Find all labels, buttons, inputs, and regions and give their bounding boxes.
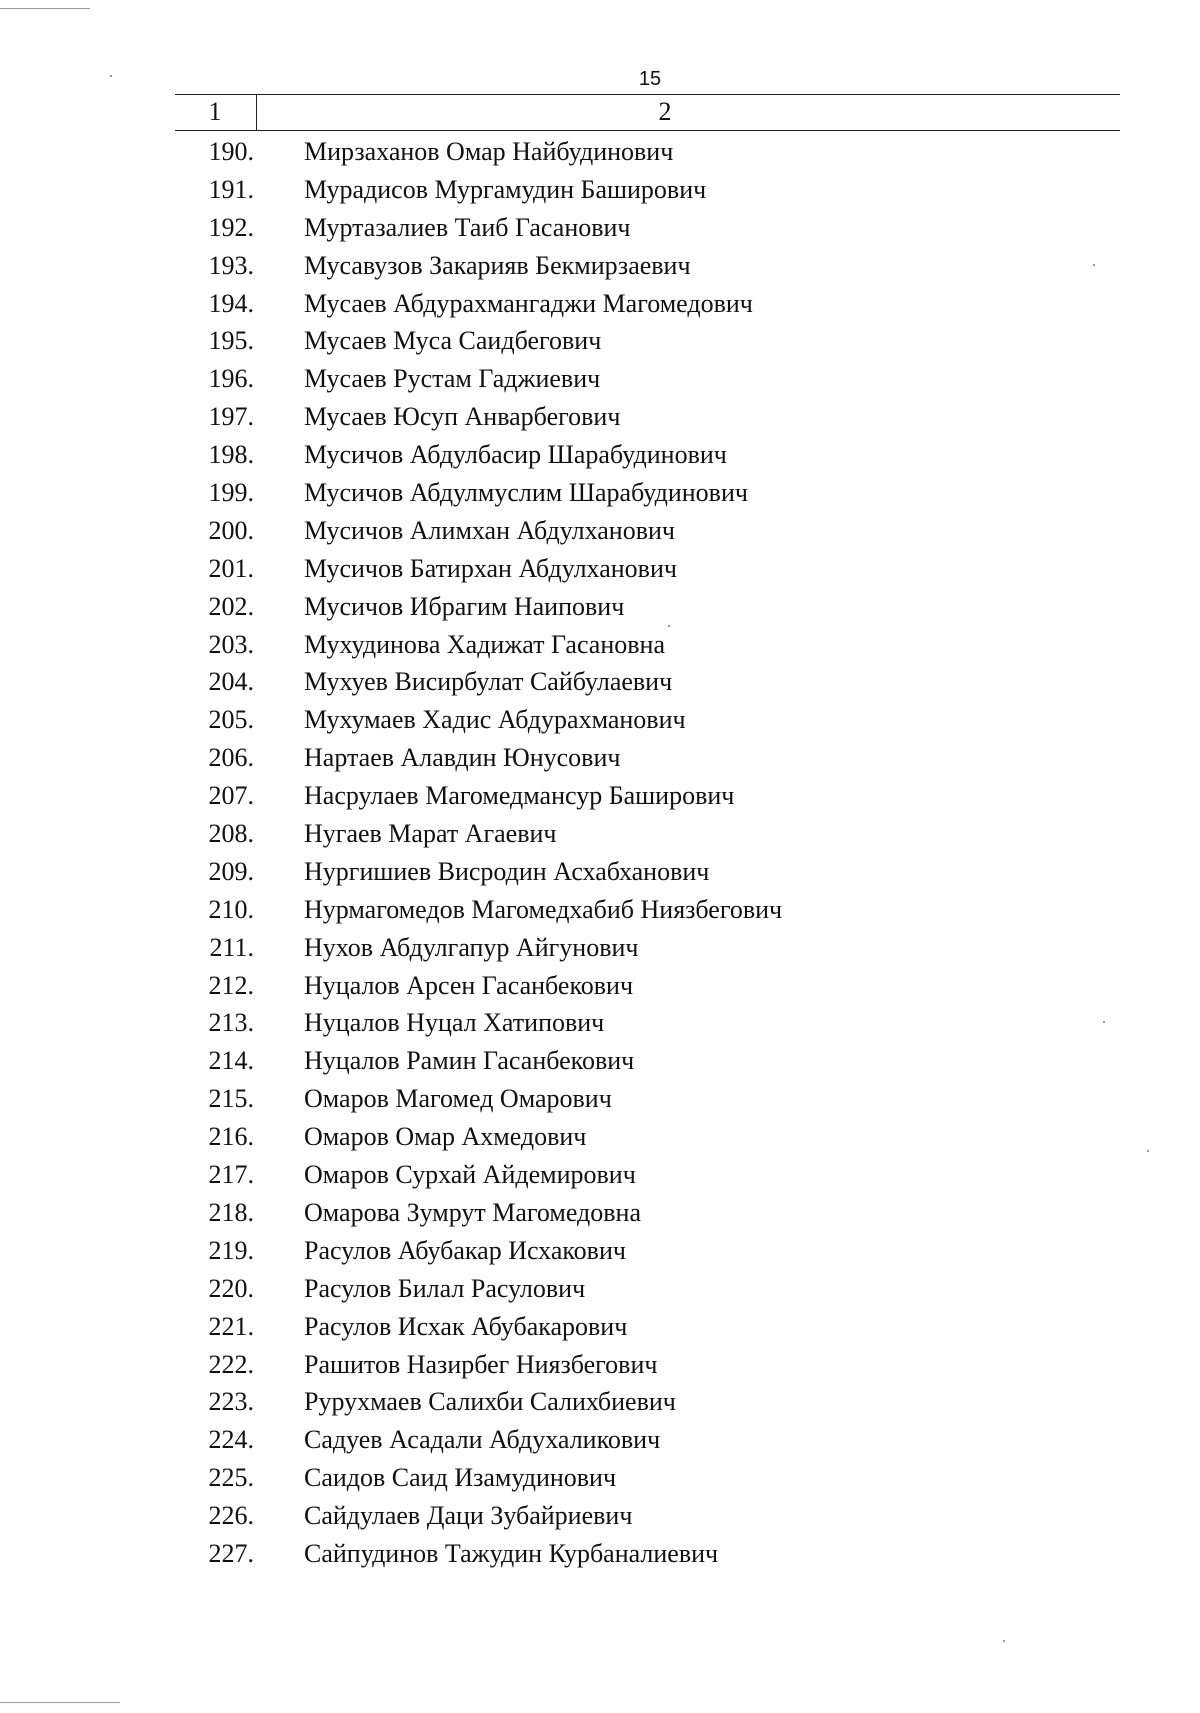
person-name: Расулов Абубакар Исхакович <box>304 1235 626 1265</box>
scan-speck <box>1147 1150 1149 1152</box>
person-name: Мусавузов Закарияв Бекмирзаевич <box>304 250 691 280</box>
table-row <box>0 247 1200 285</box>
row-number: 191. <box>208 174 254 204</box>
person-name: Нуцалов Рамин Гасанбекович <box>304 1046 635 1076</box>
table-row <box>0 1042 1200 1080</box>
row-number: 218. <box>208 1197 254 1227</box>
row-number: 216. <box>208 1122 254 1152</box>
table-row <box>0 777 1200 815</box>
scan-speck <box>110 75 112 77</box>
row-number: 210. <box>208 894 254 924</box>
row-number: 217. <box>208 1160 254 1190</box>
row-number: 192. <box>208 212 254 242</box>
table-row <box>0 1118 1200 1156</box>
table-row <box>0 1346 1200 1384</box>
row-number: 195. <box>208 326 254 356</box>
table-row <box>0 1004 1200 1042</box>
row-number: 207. <box>208 781 254 811</box>
table-row <box>0 1535 1200 1573</box>
table-row <box>0 474 1200 512</box>
table-row <box>0 1080 1200 1118</box>
row-number: 227. <box>208 1538 254 1568</box>
table-row <box>0 550 1200 588</box>
row-number: 201. <box>208 553 254 583</box>
row-number: 225. <box>208 1463 254 1493</box>
table-row <box>0 171 1200 209</box>
person-name: Мусаев Юсуп Анварбегович <box>304 402 621 432</box>
table-row <box>0 1497 1200 1535</box>
person-name: Нурмагомедов Магомедхабиб Ниязбегович <box>304 894 783 924</box>
table-row <box>0 1308 1200 1346</box>
table-row <box>0 1459 1200 1497</box>
table-row <box>0 967 1200 1005</box>
row-number: 224. <box>208 1425 254 1455</box>
table-row <box>0 588 1200 626</box>
person-name: Муртазалиев Таиб Гасанович <box>304 212 631 242</box>
table-header-rule <box>175 130 1120 131</box>
person-name: Мирзаханов Омар Найбудинович <box>304 137 674 166</box>
person-name: Мухудинова Хадижат Гасановна <box>304 629 665 659</box>
table-row <box>0 891 1200 929</box>
column-divider <box>256 95 257 130</box>
person-name: Нуцалов Нуцал Хатипович <box>304 1008 605 1038</box>
person-name: Мусаев Муса Саидбегович <box>304 326 602 356</box>
person-name: Расулов Исхак Абубакарович <box>304 1311 628 1341</box>
person-name: Мусичов Ибрагим Наипович <box>304 591 625 621</box>
row-number: 199. <box>208 478 254 508</box>
person-name: Нургишиев Висродин Асхабханович <box>304 856 710 886</box>
row-number: 221. <box>208 1311 254 1341</box>
table-row <box>0 285 1200 323</box>
person-name: Омаров Магомед Омарович <box>304 1084 612 1114</box>
row-number: 190. <box>208 137 254 166</box>
person-name: Рашитов Назирбег Ниязбегович <box>304 1349 658 1379</box>
table-row <box>0 815 1200 853</box>
scan-speck <box>1103 1021 1105 1023</box>
scan-edge-mark <box>0 1702 120 1703</box>
table-row <box>0 1270 1200 1308</box>
row-number: 219. <box>208 1235 254 1265</box>
person-name: Садуев Асадали Абдухаликович <box>304 1425 661 1455</box>
table-row <box>0 853 1200 891</box>
row-number: 202. <box>208 591 254 621</box>
row-number: 213. <box>208 1008 254 1038</box>
person-name: Саидов Саид Изамудинович <box>304 1463 617 1493</box>
row-number: 196. <box>208 364 254 394</box>
person-name: Мусичов Абдулбасир Шарабудинович <box>304 440 727 470</box>
row-number: 211. <box>209 932 254 962</box>
table-row <box>0 701 1200 739</box>
table-row <box>0 436 1200 474</box>
row-number: 208. <box>208 819 254 849</box>
person-name: Омаров Омар Ахмедович <box>304 1122 587 1152</box>
page-number: 15 <box>638 68 662 90</box>
row-number: 223. <box>208 1387 254 1417</box>
row-number: 226. <box>208 1501 254 1531</box>
table-row <box>0 360 1200 398</box>
person-name: Омаров Сурхай Айдемирович <box>304 1160 636 1190</box>
person-name: Мусичов Алимхан Абдулханович <box>304 515 675 545</box>
person-name: Мурадисов Мургамудин Баширович <box>304 174 707 204</box>
person-name: Нухов Абдулгапур Айгунович <box>304 932 639 962</box>
table-row <box>0 512 1200 550</box>
scan-speck <box>1003 1640 1005 1642</box>
person-name: Омарова Зумрут Магомедовна <box>304 1197 642 1227</box>
scan-speck <box>1093 264 1095 266</box>
table-row <box>0 626 1200 664</box>
person-name: Мусичов Батирхан Абдулханович <box>304 553 677 583</box>
row-number: 198. <box>208 440 254 470</box>
row-number: 204. <box>208 667 254 697</box>
row-number: 203. <box>208 629 254 659</box>
table-row <box>0 1383 1200 1421</box>
person-name: Рурухмаев Салихби Салихбиевич <box>304 1387 676 1417</box>
column-header-2: 2 <box>658 97 672 126</box>
table-row <box>0 1194 1200 1232</box>
table-row <box>0 133 1200 171</box>
row-number: 214. <box>208 1046 254 1076</box>
person-name: Мухумаев Хадис Абдурахманович <box>304 705 686 735</box>
table-row <box>0 398 1200 436</box>
person-name: Расулов Билал Расулович <box>304 1273 586 1303</box>
person-name: Насрулаев Магомедмансур Баширович <box>304 781 735 811</box>
row-number: 222. <box>208 1349 254 1379</box>
name-list <box>0 133 1200 1573</box>
row-number: 193. <box>208 250 254 280</box>
row-number: 197. <box>208 402 254 432</box>
table-row <box>0 209 1200 247</box>
row-number: 220. <box>208 1273 254 1303</box>
person-name: Мусаев Абдурахмангаджи Магомедович <box>304 288 753 318</box>
row-number: 209. <box>208 856 254 886</box>
table-top-rule <box>175 94 1120 95</box>
table-row <box>0 1421 1200 1459</box>
table-row <box>0 739 1200 777</box>
table-row <box>0 322 1200 360</box>
person-name: Мусичов Абдулмуслим Шарабудинович <box>304 478 748 508</box>
person-name: Мухуев Висирбулат Сайбулаевич <box>304 667 673 697</box>
person-name: Нартаев Алавдин Юнусович <box>304 743 621 773</box>
row-number: 200. <box>208 515 254 545</box>
column-header-1: 1 <box>208 97 222 126</box>
row-number: 194. <box>208 288 254 318</box>
row-number: 212. <box>208 970 254 1000</box>
table-row <box>0 1156 1200 1194</box>
row-number: 205. <box>208 705 254 735</box>
scan-speck <box>668 625 670 627</box>
row-number: 215. <box>208 1084 254 1114</box>
table-row <box>0 1232 1200 1270</box>
table-row <box>0 663 1200 701</box>
row-number: 206. <box>208 743 254 773</box>
person-name: Нугаев Марат Агаевич <box>304 819 557 849</box>
scan-edge-mark <box>0 8 90 9</box>
table-row <box>0 929 1200 967</box>
person-name: Сайпудинов Тажудин Курбаналиевич <box>304 1538 719 1568</box>
person-name: Нуцалов Арсен Гасанбекович <box>304 970 634 1000</box>
person-name: Сайдулаев Даци Зубайриевич <box>304 1501 633 1531</box>
person-name: Мусаев Рустам Гаджиевич <box>304 364 601 394</box>
